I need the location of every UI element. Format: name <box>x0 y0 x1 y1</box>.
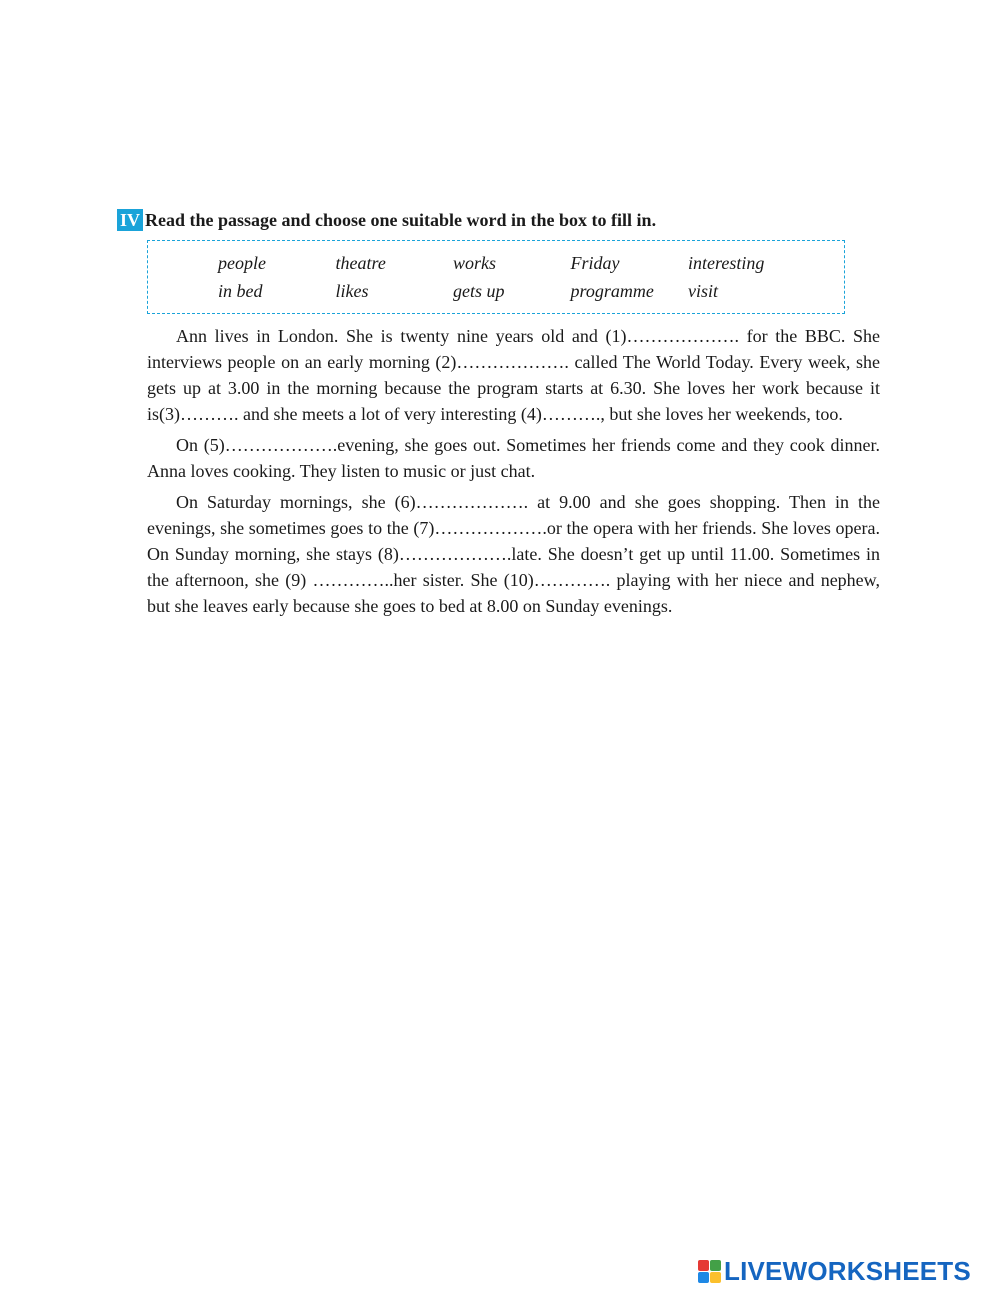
logo-block <box>698 1272 709 1283</box>
word-option: in bed <box>218 281 263 301</box>
reading-passage <box>147 323 880 624</box>
word-option: works <box>453 253 497 273</box>
passage-paragraph-2: On (5)……………….evening, she goes out. Sometimes her friends come and they cook dinner. Anna loves cooking. They listen to music or just chat. <box>147 435 880 481</box>
word-option: theatre <box>335 253 386 273</box>
word-option: likes <box>335 281 369 301</box>
passage-paragraph-3: On Saturday mornings, she (6)………………. at 9.00 and she goes shopping. Then in the evenings, she sometimes goes to the (7)……………….or the opera with her friends. She loves opera. On Sunday morning, she stays (8)……………….late. She doesn’t get up until 11.00. Sometimes in the afternoon, she (9) …………..her sister. She (10)…………. playing with her niece and nephew, but she leaves early because she goes to bed at 8.00 on Sunday evenings. <box>147 492 880 616</box>
liveworksheets-logo <box>698 1255 971 1286</box>
word-option: programme <box>570 281 654 301</box>
logo-text: LIVEWORKSHEETS <box>724 1255 971 1286</box>
exercise-instruction: Read the passage and choose one suitable word in the box to fill in. <box>145 209 657 230</box>
word-option: Friday <box>570 253 620 273</box>
word-option: interesting <box>688 253 765 273</box>
word-option: visit <box>688 281 718 301</box>
section-number-badge: IV <box>117 209 143 231</box>
word-box <box>147 240 845 314</box>
word-box-row-2 <box>218 281 806 302</box>
logo-block <box>710 1260 721 1271</box>
word-option: gets up <box>453 281 505 301</box>
word-option: people <box>218 253 266 273</box>
logo-blocks-icon <box>698 1260 721 1283</box>
word-box-row-1 <box>218 253 806 274</box>
logo-block <box>710 1272 721 1283</box>
logo-block <box>698 1260 709 1271</box>
exercise-heading <box>117 209 656 231</box>
passage-paragraph-1: Ann lives in London. She is twenty nine years old and (1)………………. for the BBC. She interviews people on an early morning (2)………………. called The World Today. Every week, she gets up at 3.00 in the morning because the program starts at 6.30. She loves her work because it is(3)………. and she meets a lot of very interesting (4)………., but she loves her weekends, too. <box>147 326 880 424</box>
